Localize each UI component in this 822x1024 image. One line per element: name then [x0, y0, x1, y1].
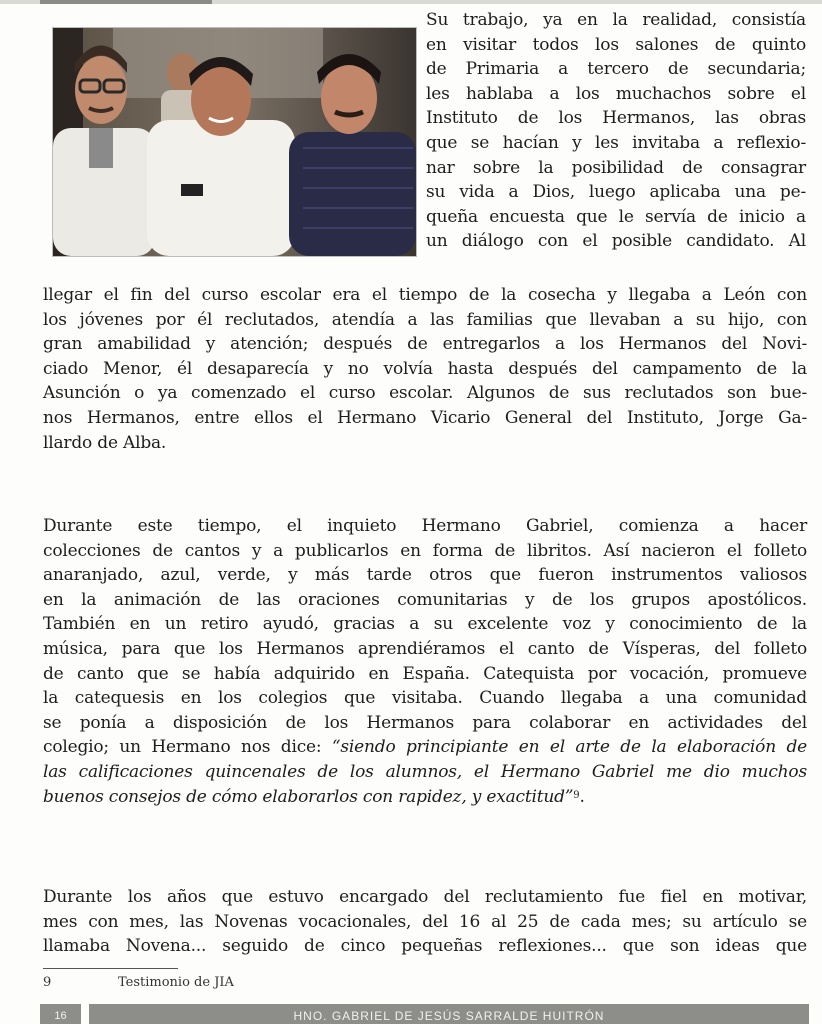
text-line: un diálogo con el posible candidato. Al: [426, 231, 806, 252]
text-line: [43, 735, 807, 760]
page-number: 16: [40, 1004, 81, 1024]
text-line: gran amabilidad y atención; después de entregarlos a los Hermanos del Novi-: [43, 334, 807, 355]
text-line: Su trabajo, ya en la realidad, consistía: [426, 10, 806, 30]
wrapped-paragraph: [426, 8, 806, 254]
text-line: [43, 785, 807, 810]
text-line: anaranjado, azul, verde, y más tarde otros que fueron instrumentos valiosos: [43, 565, 807, 586]
text-line: Asunción o ya comenzado el curso escolar. Algunos de sus reclutados son bue-: [43, 383, 807, 404]
text-line: que se hacían y les invitaba a reflexio-: [426, 132, 806, 153]
footnote-ref[interactable]: 9: [573, 789, 580, 801]
text-line: ciado Menor, él desaparecía y no volvía hasta después del campamento de la: [43, 358, 807, 379]
footnote-number: 9: [43, 975, 52, 990]
text-line: llamaba Novena... seguido de cinco pequeñas reflexiones... que son ideas que: [43, 936, 807, 957]
text-line: de Primaria a tercero de secundaria;: [426, 59, 806, 80]
text-line: llegar el fin del curso escolar era el tiempo de la cosecha y llegaba a León con: [43, 285, 807, 305]
text-line: queña encuesta que le servía de inicio a: [426, 206, 806, 227]
footnote-text: Testimonio de JIA: [118, 975, 234, 990]
text-line: en la animación de las oraciones comunitarias y de los grupos apostólicos.: [43, 589, 807, 610]
footnote-divider: [43, 968, 178, 969]
text-line: Durante este tiempo, el inquieto Hermano Gabriel, comienza a hacer: [43, 516, 807, 536]
text-line: nar sobre la posibilidad de consagrar: [426, 157, 806, 178]
text-line: les hablaba a los muchachos sobre el: [426, 83, 806, 104]
text-line: Durante los años que estuvo encargado del reclutamiento fue fiel en motivar,: [43, 887, 807, 907]
paragraph-novenas: [43, 885, 807, 959]
text-line: la catequesis en los colegios que visitaba. Cuando llegaba a una comunidad: [43, 688, 807, 709]
text-line: se ponía a disposición de los Hermanos para colaborar en actividades del: [43, 712, 807, 733]
quote-text: buenos consejos de cómo elaborarlos con rapidez, y exactitud”: [43, 786, 574, 807]
text-line: colecciones de cantos y a publicarlos en forma de libritos. Así nacieron el folleto: [43, 540, 807, 561]
text-line: de canto que se había adquirido en España. Catequista por vocación, promueve: [43, 663, 807, 684]
footnote: [43, 975, 234, 990]
text-line: llardo de Alba.: [43, 432, 167, 453]
text-line: música, para que los Hermanos aprendiéramos el canto de Vísperas, del folleto: [43, 638, 807, 659]
paragraph-recruitment: [43, 283, 807, 455]
running-head: HNO. GABRIEL DE JESÚS SARRALDE HUITRÓN: [89, 1004, 809, 1024]
paragraph-songs: [43, 514, 807, 809]
group-photo: [52, 27, 417, 257]
quote-text: las calificaciones quincenales de los alumnos, el Hermano Gabriel me dio muchos: [43, 761, 807, 782]
text-line: nos Hermanos, entre ellos el Hermano Vicario General del Instituto, Jorge Ga-: [43, 407, 807, 428]
quote-end: .: [579, 786, 585, 807]
text-line: en visitar todos los salones de quinto: [426, 34, 806, 55]
quote-intro: colegio; un Hermano nos dice:: [43, 737, 332, 758]
text-line: su vida a Dios, luego aplicaba una pe-: [426, 182, 806, 203]
quote-text: “siendo principiante en el arte de la elaboración de: [331, 737, 807, 758]
text-line: mes con mes, las Novenas vocacionales, del 16 al 25 de cada mes; su artículo se: [43, 911, 807, 932]
header-tab: [40, 0, 212, 4]
text-line: También en un retiro ayudó, gracias a su excelente voz y conocimiento de la: [43, 614, 807, 635]
text-line: Instituto de los Hermanos, las obras: [426, 108, 806, 129]
text-line: los jóvenes por él reclutados, atendía a las familias que llevaban a su hijo, con: [43, 309, 807, 330]
